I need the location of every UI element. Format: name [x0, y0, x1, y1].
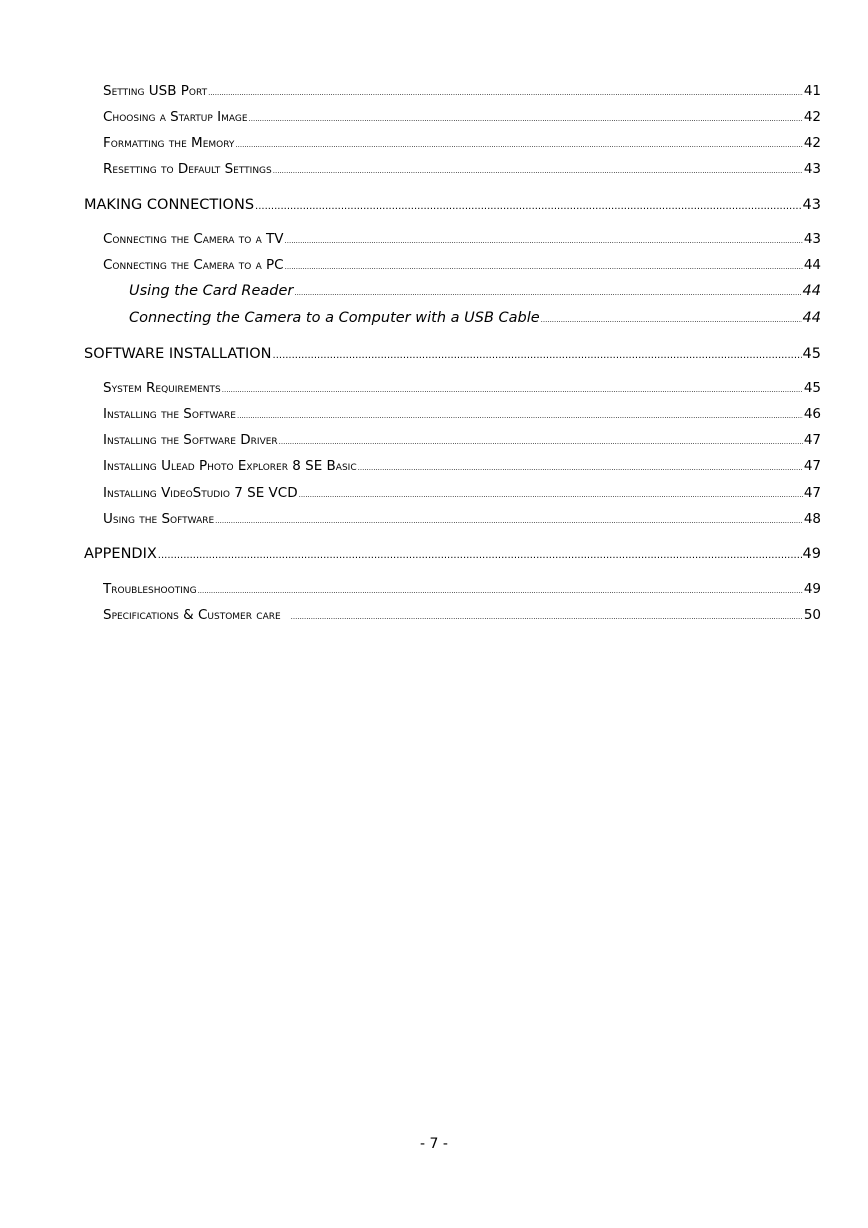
- toc-entry-title: Resetting to Default Settings: [103, 161, 272, 177]
- dot-leader: [249, 115, 803, 123]
- toc-entry-page: 47: [803, 485, 821, 501]
- toc-subentry-usb-cable[interactable]: [129, 310, 821, 326]
- dot-leader: [237, 412, 803, 420]
- toc-entry-title: Installing the Software: [103, 406, 236, 422]
- toc-entry-title: Connecting the Camera to a TV: [103, 231, 284, 247]
- toc-entry-title: Setting USB Port: [103, 83, 208, 99]
- toc-section-page: 43: [802, 197, 821, 213]
- toc-entry-title: Installing Ulead Photo Explorer 8 SE Basic: [103, 458, 357, 474]
- toc-entry-title: System Requirements: [103, 380, 221, 396]
- toc-entry-installing-ulead[interactable]: [103, 458, 821, 474]
- toc-section-title: APPENDIX: [84, 546, 157, 562]
- toc-entry-page: 42: [803, 109, 821, 125]
- toc-entry-using-software[interactable]: [103, 511, 821, 527]
- toc-entry-setting-usb-port[interactable]: [103, 83, 821, 99]
- dot-leader: [235, 141, 802, 149]
- toc-entry-page: 45: [803, 380, 821, 396]
- toc-entry-connect-pc[interactable]: [103, 257, 821, 273]
- toc-section-title: SOFTWARE INSTALLATION: [84, 346, 272, 362]
- toc-subentry-title: Using the Card Reader: [129, 283, 294, 299]
- toc-entry-title: Using the Software: [103, 511, 215, 527]
- toc-subentry-card-reader[interactable]: [129, 283, 821, 299]
- toc-entry-page: 48: [803, 511, 821, 527]
- toc-entry-connect-tv[interactable]: [103, 231, 821, 247]
- page-number: - 7 -: [420, 1136, 448, 1152]
- dot-leader: [294, 289, 801, 297]
- toc-entry-page: 49: [803, 581, 821, 597]
- toc-entry-troubleshooting[interactable]: [103, 581, 821, 597]
- toc-entry-installing-driver[interactable]: [103, 432, 821, 448]
- dot-leader: [299, 491, 803, 499]
- dot-leader: [273, 350, 802, 361]
- toc-entry-specifications[interactable]: [103, 607, 821, 623]
- toc-section-making-connections[interactable]: [84, 197, 821, 213]
- dot-leader: [158, 550, 802, 561]
- toc-subentry-page: 44: [802, 310, 821, 326]
- dot-leader: [273, 167, 803, 175]
- toc-entry-page: 43: [803, 231, 821, 247]
- toc-entry-installing-software[interactable]: [103, 406, 821, 422]
- toc-entry-choosing-startup-image[interactable]: [103, 109, 821, 125]
- toc-section-page: 45: [802, 346, 821, 362]
- dot-leader: [358, 464, 803, 472]
- dot-leader: [255, 201, 802, 212]
- toc-subentry-page: 44: [802, 283, 821, 299]
- dot-leader: [285, 263, 803, 271]
- dot-leader: [541, 316, 802, 324]
- dot-leader: [285, 237, 803, 245]
- toc-subentry-title: Connecting the Camera to a Computer with a USB Cable: [129, 310, 540, 326]
- toc-entry-page: 42: [803, 135, 821, 151]
- toc-entry-formatting-memory[interactable]: [103, 135, 821, 151]
- toc-entry-page: 46: [803, 406, 821, 422]
- toc-entry-system-requirements[interactable]: [103, 380, 821, 396]
- toc-entry-title: Formatting the Memory: [103, 135, 235, 151]
- toc-section-appendix[interactable]: [84, 546, 821, 562]
- toc-entry-page: 47: [803, 458, 821, 474]
- toc-entry-title: Troubleshooting: [103, 581, 197, 597]
- dot-leader: [208, 89, 803, 97]
- toc-entry-page: 44: [803, 257, 821, 273]
- dot-leader: [291, 613, 803, 621]
- dot-leader: [198, 587, 803, 595]
- toc-section-page: 49: [802, 546, 821, 562]
- dot-leader: [279, 438, 803, 446]
- toc-entry-installing-videostudio[interactable]: [103, 485, 821, 501]
- toc-entry-title: Installing VideoStudio 7 SE VCD: [103, 485, 298, 501]
- toc-entry-page: 50: [803, 607, 821, 623]
- dot-leader: [215, 517, 803, 525]
- toc-entry-page: 43: [803, 161, 821, 177]
- toc-entry-resetting-defaults[interactable]: [103, 161, 821, 177]
- toc-entry-title: Connecting the Camera to a PC: [103, 257, 284, 273]
- toc-entry-page: 41: [803, 83, 821, 99]
- toc-entry-title: Specifications & Customer care: [103, 607, 281, 623]
- toc-entry-title: Installing the Software Driver: [103, 432, 278, 448]
- toc-entry-title: Choosing a Startup Image: [103, 109, 248, 125]
- toc-section-software-installation[interactable]: [84, 346, 821, 362]
- toc-section-title: MAKING CONNECTIONS: [84, 197, 255, 213]
- dot-leader: [222, 386, 803, 394]
- toc-entry-page: 47: [803, 432, 821, 448]
